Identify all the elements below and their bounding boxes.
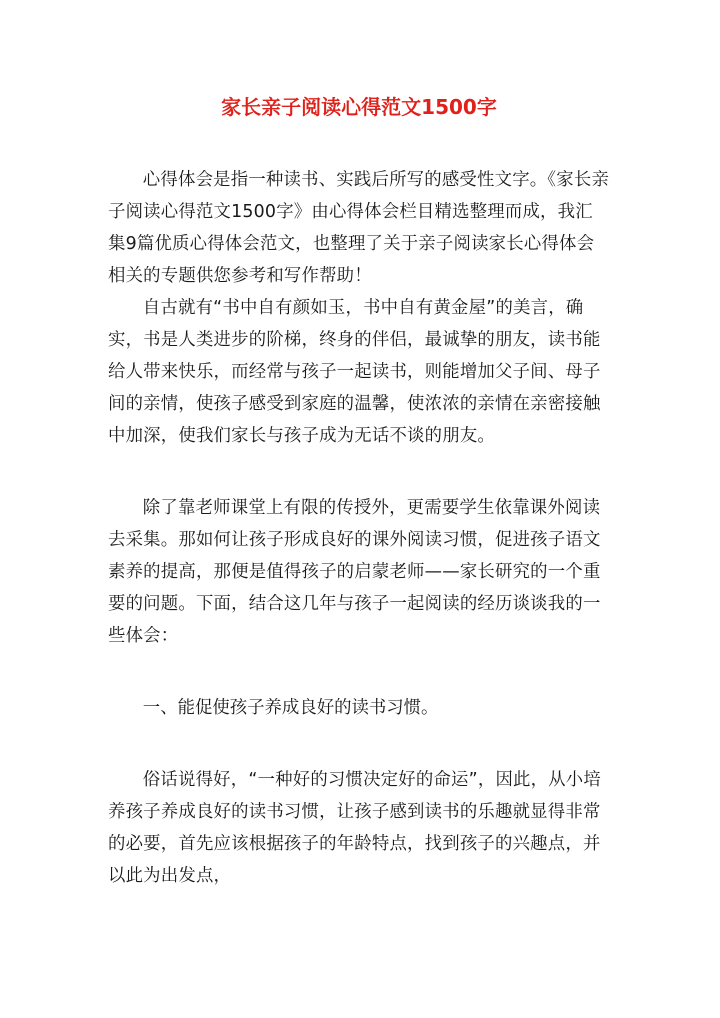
section-heading: 一、能促使孩子养成良好的读书习惯。 [142, 698, 439, 718]
section-paragraph: 俗话说得好，“一种好的习惯决定好的命运”，因此，从小培养孩子养成良好的读书习惯，让孩子感到读书的乐趣就显得非常的必要，首先应该根据孩子的年龄特点，找到孩子的兴趣点，并以此为出发点， [108, 770, 601, 886]
body-paragraph-1: 自古就有“书中自有颜如玉，书中自有黄金屋”的美言，确实，书是人类进步的阶梯，终身的伴侣，最诚挚的朋友，读书能给人带来快乐，而经常与孩子一起读书，则能增加父子间、母子间的亲情，使孩子感受到家庭的温馨，使浓浓的亲情在亲密接触中加深，使我们家长与孩子成为无话不谈的朋友。 [108, 298, 601, 446]
intro-paragraph: 心得体会是指一种读书、实践后所写的感受性文字。《家长亲子阅读心得范文1500字》由心得体会栏目精选整理而成，我汇集9篇优质心得体会范文，也整理了关于亲子阅读家长心得体会相关的专题供您参考和写作帮助！ [108, 170, 610, 286]
document-title: 家长亲子阅读心得范文1500字 [221, 95, 497, 119]
body-paragraph-2: 除了靠老师课堂上有限的传授外，更需要学生依靠课外阅读去采集。那如何让孩子形成良好的课外阅读习惯，促进孩子语文素养的提高，那便是值得孩子的启蒙老师——家长研究的一个重要的问题。下面，结合这几年与孩子一起阅读的经历谈谈我的一些体会： [108, 498, 601, 646]
